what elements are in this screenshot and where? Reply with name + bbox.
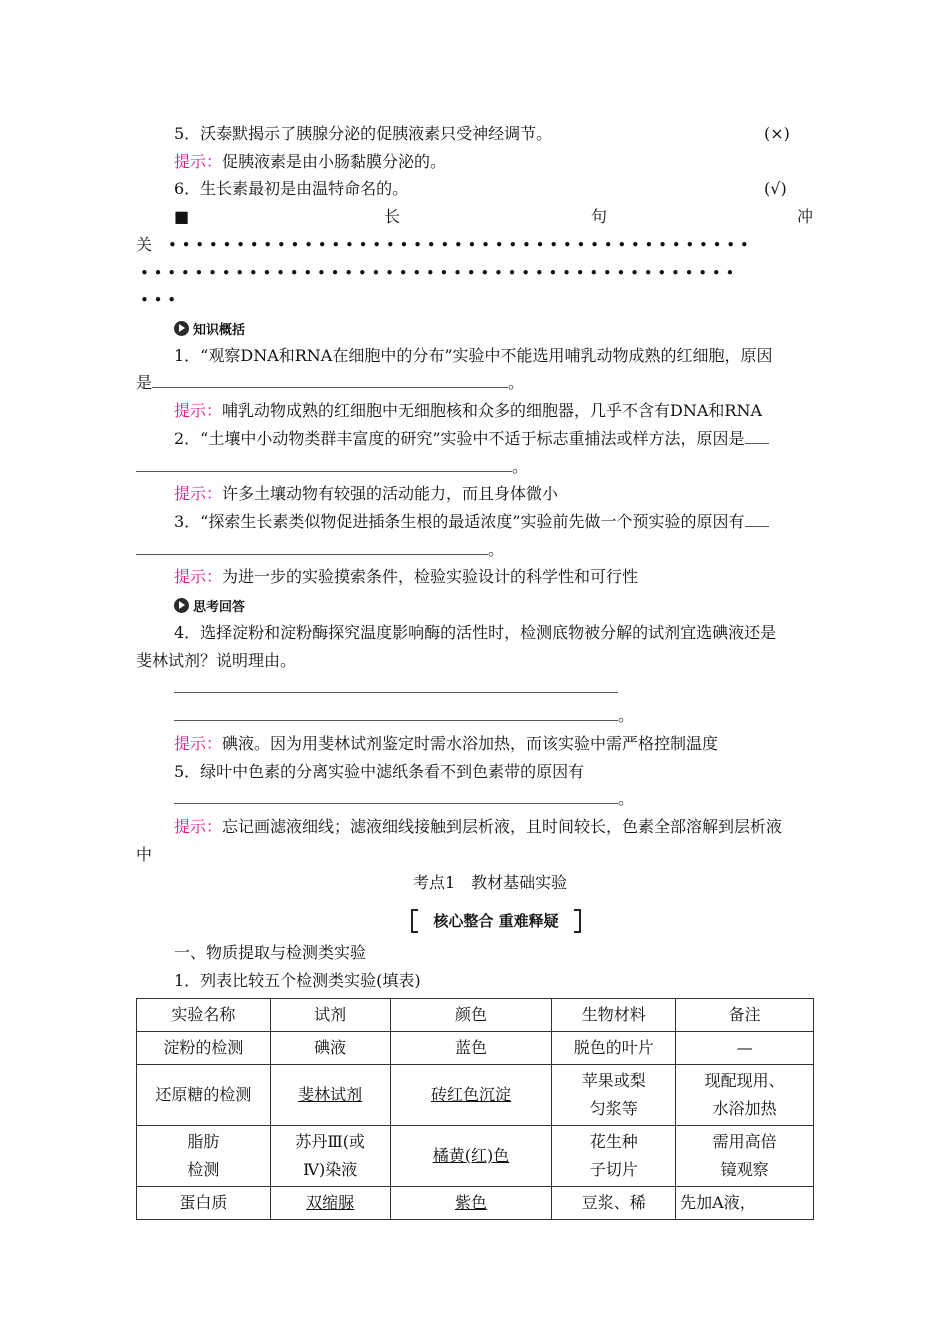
table-row	[137, 1065, 814, 1126]
table-cell	[270, 1065, 390, 1126]
table-cell	[552, 1065, 676, 1126]
period: 。	[512, 457, 529, 476]
statement-5: 5．沃泰默揭示了胰腺分泌的促胰液素只受神经调节。	[174, 124, 553, 143]
section-knowledge-label: 知识概括	[193, 322, 246, 338]
play-icon	[174, 598, 189, 613]
table-cell	[270, 1126, 390, 1187]
hint-text: 碘液。因为用斐林试剂鉴定时需水浴加热，而该实验中需严格控制温度	[222, 734, 719, 753]
table-header-row	[137, 999, 814, 1032]
exam-point-title: 考点1 教材基础实验	[413, 873, 568, 892]
question-4-hint	[174, 734, 718, 754]
statement-5-mark: (×)	[764, 124, 790, 143]
question-3-text: 3．“探索生长素类似物促进插条生根的最适浓度”实验前先做一个预实验的原因有	[174, 512, 745, 531]
answer-blank	[136, 457, 512, 472]
statement-5-hint	[174, 152, 446, 172]
period: 。	[488, 540, 505, 559]
question-2-answer-line	[136, 457, 528, 477]
cell-line: 脂肪	[187, 1132, 220, 1151]
question-3-hint	[174, 567, 638, 587]
table-cell: 淀粉的检测	[137, 1032, 271, 1065]
cell-line: 检测	[187, 1160, 220, 1179]
period: 。	[618, 789, 635, 808]
table-row	[137, 1187, 814, 1220]
filled-answer: 紫色	[454, 1193, 487, 1212]
answer-blank	[152, 373, 508, 388]
period: 。	[618, 706, 635, 725]
dot-leader-3: • • •	[140, 291, 177, 309]
part-1-sub: 1．列表比较五个检测类实验(填表)	[174, 971, 421, 990]
table-cell: 碘液	[270, 1032, 390, 1065]
table-header-cell: 颜色	[390, 999, 552, 1032]
cell-line: 匀浆等	[589, 1099, 638, 1118]
hint-label: 提示：	[174, 567, 223, 586]
heading-char-4: 关	[136, 235, 153, 254]
cell-line: 镜观察	[720, 1160, 769, 1179]
question-2	[174, 429, 769, 449]
cell-line: 水浴加热	[712, 1099, 777, 1118]
table-cell	[390, 1065, 552, 1126]
statement-6-mark: (√)	[764, 179, 787, 198]
cell-line: 苹果或梨	[581, 1071, 646, 1090]
heading-char-3: 冲	[797, 207, 814, 226]
question-4-answer-line-2	[174, 706, 634, 726]
cell-line: 子切片	[589, 1160, 638, 1179]
heading-char-1: 长	[384, 207, 401, 226]
hint-text: 忘记画滤液细线；滤液细线接触到层析液，且时间较长，色素全部溶解到层析液	[222, 817, 783, 836]
answer-blank	[745, 512, 769, 527]
question-2-text: 2．“土壤中小动物类群丰富度的研究”实验中不适于标志重捕法或样方法，原因是	[174, 429, 745, 448]
heading-char-2: 句	[591, 207, 608, 226]
table-cell: 先加A液，	[676, 1187, 814, 1220]
question-5-answer-line	[174, 789, 634, 809]
answer-blank	[174, 789, 618, 804]
question-5-hint	[174, 817, 782, 837]
question-1-hint	[174, 401, 762, 421]
section-think	[174, 595, 245, 615]
cell-line: 苏丹Ⅲ(或	[295, 1132, 366, 1151]
dot-leader-1: • • • • • • • • • • • • • • • • • • • • • • • • • • • • • • • • • • • • • • • • • • •	[168, 236, 749, 254]
hint-label: 提示：	[174, 152, 223, 171]
hint-text: 为进一步的实验摸索条件，检验实验设计的科学性和可行性	[222, 567, 639, 586]
filled-answer: 斐林试剂	[298, 1085, 363, 1104]
hint-label: 提示：	[174, 734, 223, 753]
period: 。	[508, 373, 525, 392]
hint-text: 许多土壤动物有较强的活动能力，而且身体微小	[222, 484, 559, 503]
answer-blank	[136, 540, 488, 555]
question-4-answer-line-1	[174, 678, 618, 698]
table-header-cell: 备注	[676, 999, 814, 1032]
question-4: 4．选择淀粉和淀粉酶探究温度影响酶的活性时，检测底物被分解的试剂宜选碘液还是	[174, 623, 777, 642]
hint-text: 促胰液素是由小肠黏膜分泌的。	[222, 152, 447, 171]
question-1-cont: 是	[136, 373, 153, 392]
table-cell	[270, 1187, 390, 1220]
filled-answer: 砖红色沉淀	[430, 1085, 511, 1104]
cell-line: 需用高倍	[712, 1132, 777, 1151]
hint-label: 提示：	[174, 484, 223, 503]
question-5-hint-cont: 中	[136, 845, 153, 864]
table-header-cell: 生物材料	[552, 999, 676, 1032]
statement-6: 6．生长素最初是由温特命名的。	[174, 179, 409, 198]
cell-line: 花生种	[589, 1132, 638, 1151]
question-3-answer-line	[136, 540, 504, 560]
play-icon	[174, 321, 189, 336]
question-5: 5．绿叶中色素的分离实验中滤纸条看不到色素带的原因有	[174, 762, 585, 781]
table-cell: —	[676, 1032, 814, 1065]
table-header-cell: 实验名称	[137, 999, 271, 1032]
hint-text: 哺乳动物成熟的红细胞中无细胞核和众多的细胞器，几乎不含有DNA和RNA	[222, 401, 763, 420]
table-cell	[552, 1126, 676, 1187]
table-cell: 还原糖的检测	[137, 1065, 271, 1126]
cell-line: 现配现用、	[704, 1071, 785, 1090]
table-row	[137, 1032, 814, 1065]
hint-label: 提示：	[174, 817, 223, 836]
section-knowledge	[174, 318, 245, 338]
table-cell: 蓝色	[390, 1032, 552, 1065]
table-cell: 脱色的叶片	[552, 1032, 676, 1065]
square-bullet: ■	[174, 207, 190, 226]
question-1: 1．“观察DNA和RNA在细胞中的分布”实验中不能选用哺乳动物成熟的红细胞，原因	[174, 346, 773, 365]
table-cell	[676, 1126, 814, 1187]
cell-line: Ⅳ)染液	[303, 1160, 358, 1179]
answer-blank	[174, 706, 618, 721]
table-cell	[137, 1126, 271, 1187]
core-banner: 核心整合 重难释疑	[411, 907, 581, 933]
table-cell: 豆浆、稀	[552, 1187, 676, 1220]
table-row	[137, 1126, 814, 1187]
table-cell	[676, 1065, 814, 1126]
answer-blank	[745, 429, 769, 444]
comparison-table	[136, 998, 814, 1220]
question-1-answer-line	[136, 373, 524, 393]
section-think-label: 思考回答	[193, 599, 246, 615]
table-cell	[390, 1126, 552, 1187]
filled-answer: 双缩脲	[306, 1193, 355, 1212]
hint-label: 提示：	[174, 401, 223, 420]
question-4-cont: 斐林试剂？说明理由。	[136, 651, 297, 670]
table-cell: 蛋白质	[137, 1187, 271, 1220]
table-cell	[390, 1187, 552, 1220]
question-2-hint	[174, 484, 558, 504]
filled-answer: 橘黄(红)色	[432, 1146, 510, 1165]
part-1-heading: 一、物质提取与检测类实验	[174, 943, 367, 962]
question-3	[174, 512, 769, 532]
dot-leader-2: • • • • • • • • • • • • • • • • • • • • • • • • • • • • • • • • • • • • • • • • • • • •	[140, 264, 735, 282]
answer-blank	[174, 678, 618, 693]
table-header-cell: 试剂	[270, 999, 390, 1032]
